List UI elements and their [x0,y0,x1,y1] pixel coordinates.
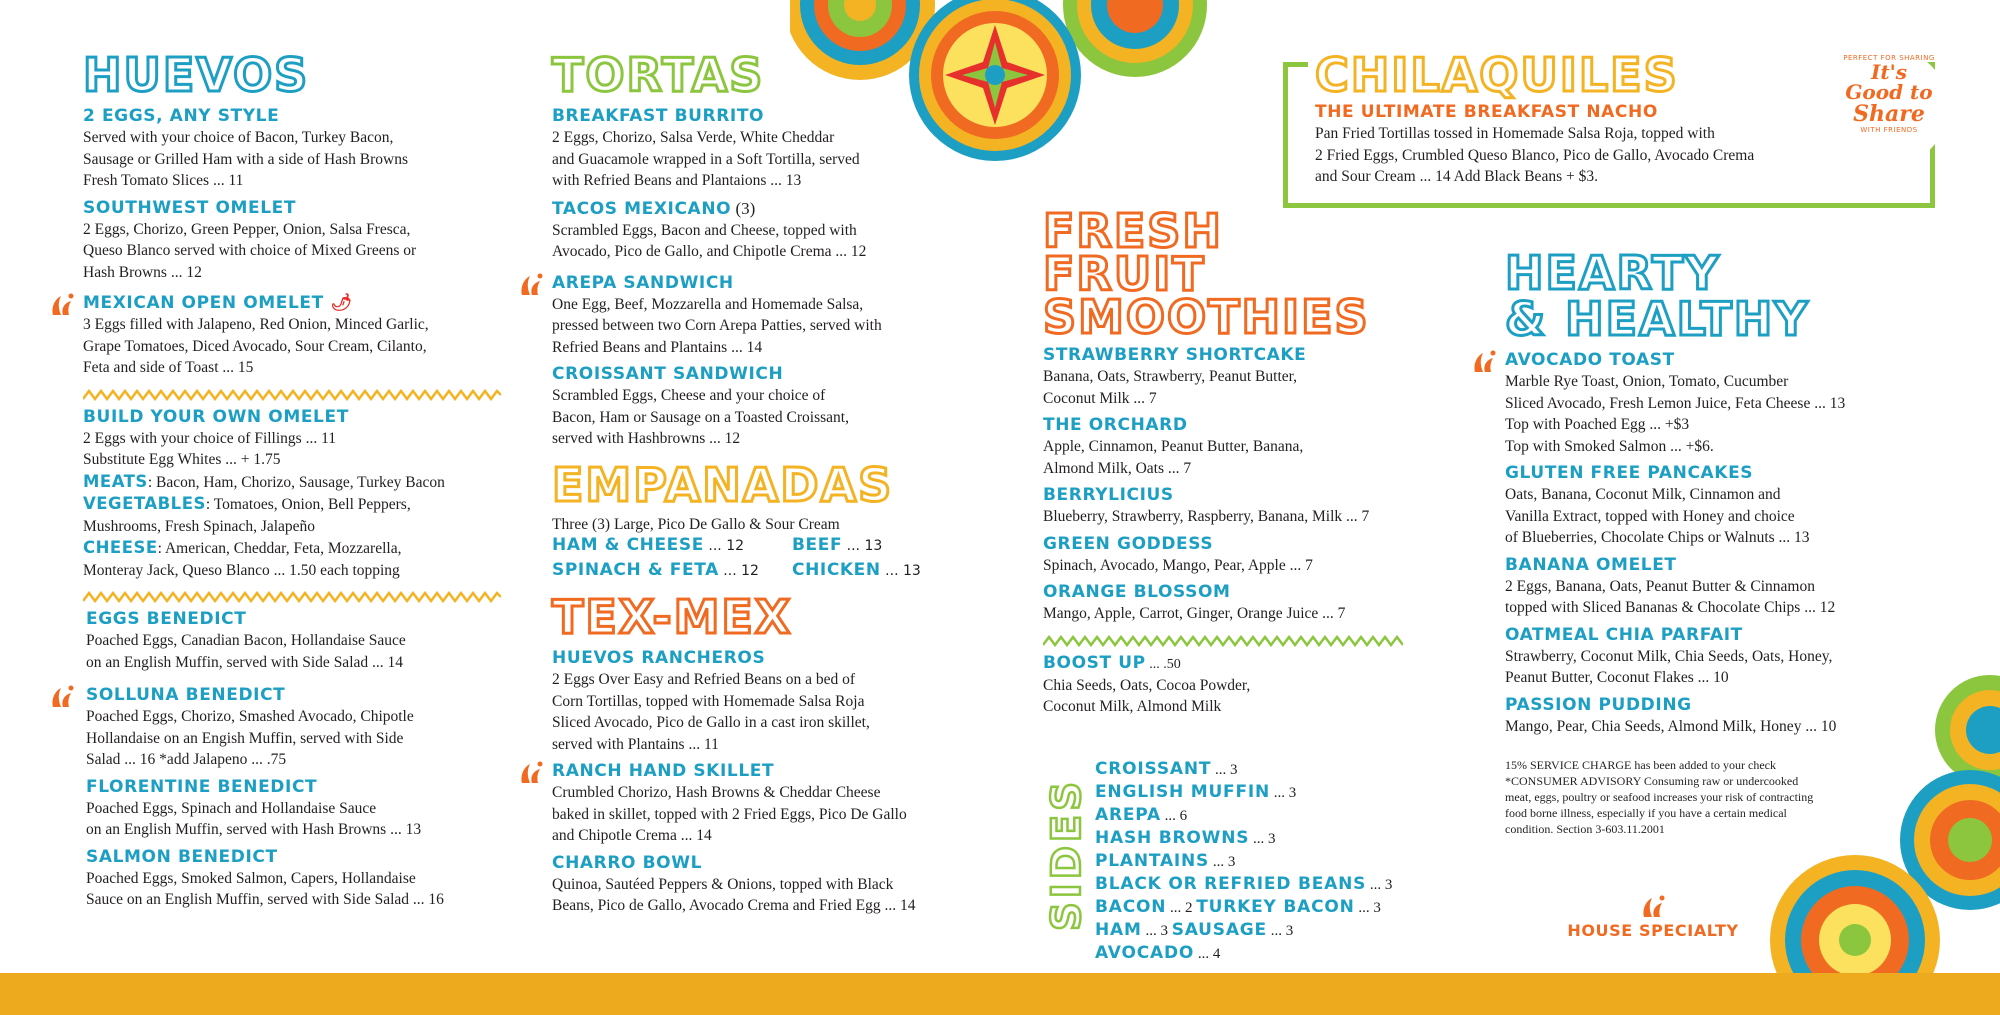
side-name: BACON [1095,897,1167,917]
option-price: ... 13 [842,538,883,554]
item-description: One Egg, Beef, Mozzarella and Homemade Salsa, pressed between two Corn Arepa Patties, served with Refried Beans and Plantains ... 14 [552,295,882,356]
item-name: BANANA OMELET [1505,554,1677,575]
item-name: GREEN GODDESS [1043,533,1214,554]
item-description: Mango, Apple, Carrot, Ginger, Orange Juice ... 7 [1043,605,1346,622]
spicy-pepper-icon: 🌶 [330,293,353,313]
side-price: ... 3 [1209,854,1236,870]
item-description: Quinoa, Sautéed Peppers & Onions, topped with Black Beans, Pico de Gallo, Avocado Crema and Fried Egg ... 14 [552,875,916,914]
item-name [1043,653,1463,675]
smoothie-strawberry-shortcake [1043,345,1463,409]
zigzag-divider [83,389,513,401]
side-price: ... 2 [1166,900,1197,916]
menu-item-oatmeal-chia-parfait [1505,625,1945,689]
chilaquiles-section [1315,48,1875,188]
house-specialty-icon [518,273,544,297]
item-description [83,428,513,582]
side-name: HAM [1095,920,1142,940]
side-item [1095,896,1392,919]
good-to-share-badge [1830,48,1948,166]
item-name: CROISSANT SANDWICH [552,364,784,384]
menu-item-huevos-rancheros [552,648,992,755]
item-name: BREAKFAST BURRITO [552,106,765,126]
tortas-column [552,48,992,917]
item-description: 2 Eggs, Banana, Oats, Peanut Butter & Cinnamon topped with Sliced Bananas & Chocolate Chips ... 12 [1505,577,1836,616]
item-description: Scrambled Eggs, Cheese and your choice of Bacon, Ham or Sausage on a Toasted Croissant, served with Hashbrowns ... 12 [552,387,849,447]
empanadas-options [552,535,992,582]
house-specialty-icon [518,761,544,785]
menu-item-2-eggs [83,106,513,192]
smoothies-title-line-1: FRESH [1043,204,1223,258]
item-name-text: MEXICAN OPEN OMELET [83,293,324,313]
house-specialty-icon [1640,895,1666,919]
side-price: ... 3 [1249,831,1276,847]
option-name: SPINACH & FETA [552,559,719,580]
item-description: Poached Eggs, Chorizo, Smashed Avocado, Chipotle Hollandaise on an Engish Muffin, served with Side Salad ... 16 *add Jalapeno ... .75 [86,708,414,768]
item-name: BUILD YOUR OWN OMELET [83,406,349,427]
zigzag-divider [83,591,513,603]
chilaquiles-title: CHILAQUILES [1315,48,1679,102]
item-name: 2 EGGS, ANY STYLE [83,106,280,126]
hearty-title-line-1: HEARTY [1505,246,1721,300]
item-name [552,198,992,220]
item-description: Poached Eggs, Canadian Bacon, Hollandaise Sauce on an English Muffin, served with Side Salad ... 14 [86,632,406,671]
item-description: 2 Eggs, Chorizo, Salsa Verde, White Cheddar and Guacamole wrapped in a Soft Tortilla, served with Refried Beans and Plantaions ... 13 [552,129,860,189]
badge-top-text: PERFECT FOR SHARING [1843,54,1935,62]
side-price: ... 3 [1354,900,1381,916]
item-name: RANCH HAND SKILLET [552,761,775,781]
empanadas-description: Three (3) Large, Pico De Gallo & Sour Cream [552,515,840,533]
item-name: SOLLUNA BENEDICT [86,685,286,705]
option-name: HAM & CHEESE [552,535,704,555]
smoothie-berrylicius [1043,485,1463,528]
badge-line-1: It's [1871,60,1907,84]
zigzag-divider [1043,635,1463,647]
menu-item-florentine-benedict [83,777,513,841]
side-item [1095,758,1392,781]
menu-item-avocado-toast [1505,350,1945,457]
meats-list: : Bacon, Ham, Chorizo, Sausage, Turkey Bacon [147,473,445,491]
item-description: 2 Eggs Over Easy and Refried Beans on a bed of Corn Tortillas, topped with Homemade Salsa Roja Sliced Avocado, Pico de Gallo in a cast iron skillet, served with Plantains ... 11 [552,671,870,753]
menu-item-salmon-benedict [83,847,513,911]
consumer-advisory-notice: 15% SERVICE CHARGE has been added to your check *CONSUMER ADVISORY Consuming raw or undercooked meat, eggs, poultry or seafood increases your risk of contracting food borne illness, especially if you have a certain medical condition. Section 3-603.11.2001 [1505,758,1814,836]
item-description: 3 Eggs filled with Jalapeno, Red Onion, Minced Garlic, Grape Tomatoes, Diced Avocado, Sour Cream, Cilanto, Feta and side of Toast ... 15 [83,316,429,376]
menu-item-gluten-free-pancakes [1505,463,1945,549]
option-price: ... 13 [880,562,921,579]
item-name: THE ORCHARD [1043,415,1188,435]
item-name: EGGS BENEDICT [86,609,247,629]
item-name: HUEVOS RANCHEROS [552,648,766,668]
empanada-option [552,535,792,558]
smoothie-green-goddess [1043,534,1463,577]
smoothies-title-line-3: SMOOTHIES [1043,290,1370,344]
item-name: CHARRO BOWL [552,852,703,873]
huevos-title: HUEVOS [83,48,310,102]
item-description: Spinach, Avocado, Mango, Pear, Apple ... 7 [1043,556,1313,574]
menu-item-ranch-hand-skillet [552,761,992,847]
side-item [1095,850,1392,873]
item-name-text: TACOS MEXICANO [552,198,732,219]
side-name: SAUSAGE [1171,920,1267,940]
sides-section [1043,758,1443,963]
item-name: BERRYLICIUS [1043,485,1174,505]
side-name: HASH BROWNS [1095,828,1250,848]
item-description: Strawberry, Coconut Milk, Chia Seeds, Oats, Honey, Peanut Butter, Coconut Flakes ... 10 [1505,647,1833,686]
side-name: AVOCADO [1095,943,1195,963]
side-item [1095,919,1392,942]
meats-label: MEATS [83,471,148,491]
smoothie-the-orchard [1043,415,1463,479]
side-name: AREPA [1095,805,1161,825]
side-name: ENGLISH MUFFIN [1095,782,1271,802]
item-name: GLUTEN FREE PANCAKES [1505,463,1754,483]
badge-bottom-text: WITH FRIENDS [1860,126,1918,134]
side-name: BLACK OR REFRIED BEANS [1095,874,1367,894]
smoothies-column [1043,204,1463,718]
house-specialty-icon [49,293,75,317]
option-price: ... 12 [718,562,759,579]
item-description: Banana, Oats, Strawberry, Peanut Butter, Coconut Milk ... 7 [1043,368,1298,407]
item-name: STRAWBERRY SHORTCAKE [1043,345,1307,365]
menu-item-solluna-benedict [83,685,513,771]
item-name: PASSION PUDDING [1505,694,1692,715]
menu-item-banana-omelet [1505,555,1945,619]
menu-item-eggs-benedict [83,609,513,673]
item-description: Apple, Cinnamon, Peanut Butter, Banana, Almond Milk, Oats ... 7 [1043,438,1304,477]
item-description: Crumbled Chorizo, Hash Browns & Cheddar Cheese baked in skillet, topped with 2 Fried Eggs, Pico De Gallo and Chipotle Crema ... 14 [552,784,907,844]
item-description: Scrambled Eggs, Bacon and Cheese, topped with Avocado, Pico de Gallo, and Chipotle Crema ... 12 [552,221,867,260]
side-price: ... 3 [1270,785,1297,801]
item-name-text: BOOST UP [1043,652,1146,673]
menu-item-croissant-sandwich [552,364,992,450]
option-name: CHICKEN [792,559,881,580]
item-description: Chia Seeds, Oats, Cocoa Powder, Coconut Milk, Almond Milk [1043,676,1251,715]
item-price: ... .50 [1145,656,1181,672]
empanada-option [552,560,792,583]
smoothies-title-line-2: FRUIT [1043,247,1206,301]
side-item [1095,804,1392,827]
house-specialty-legend [1553,895,1753,940]
item-description: Served with your choice of Bacon, Turkey Bacon, Sausage or Grilled Ham with a side of Hash Browns Fresh Tomato Slices ... 11 [83,129,409,189]
menu-item-build-omelet [83,407,513,582]
item-name: AVOCADO TOAST [1505,350,1675,370]
build-line-2: Substitute Egg Whites ... + 1.75 [83,451,281,468]
empanada-option [792,560,972,583]
item-description: 2 Eggs, Chorizo, Green Pepper, Onion, Salsa Fresca, Queso Blanco served with choice of Mixed Greens or Hash Browns ... 12 [83,220,417,281]
side-price: ... 3 [1366,877,1393,893]
menu-item-southwest-omelet [83,198,513,284]
item-name: ORANGE BLOSSOM [1043,582,1231,602]
cheese-list-2: Monteray Jack, Queso Blanco ... 1.50 each topping [83,561,400,579]
sides-vertical-title: SIDES [1044,777,1090,931]
house-specialty-icon [49,685,75,709]
item-description: Marble Rye Toast, Onion, Tomato, Cucumber Sliced Avocado, Fresh Lemon Juice, Feta Cheese ... 13 Top with Poached Egg ... +$3 Top with Smoked Salmon ... +$6. [1505,373,1846,455]
menu-item-passion-pudding [1505,695,1945,738]
side-name: TURKEY BACON [1196,897,1355,917]
menu-item-charro-bowl [552,853,992,917]
menu-item-arepa-sandwich [552,273,992,359]
item-description: Blueberry, Strawberry, Raspberry, Banana, Milk ... 7 [1043,508,1370,525]
menu-item-mexican-open-omelet [83,293,513,379]
side-item [1095,827,1392,850]
item-name: SALMON BENEDICT [86,846,278,867]
smoothie-boost-up [1043,653,1463,718]
menu-item-breakfast-burrito [552,106,992,192]
vegetables-list-2: Mushrooms, Fresh Spinach, Jalapeño [83,517,316,535]
box-top-border-left [1283,62,1308,67]
chilaquiles-subtitle: THE ULTIMATE BREAKFAST NACHO [1315,102,1658,122]
option-price: ... 12 [703,538,745,554]
badge-line-3: Share [1853,101,1925,127]
hearty-column [1505,246,1945,837]
item-description: Mango, Pear, Chia Seeds, Almond Milk, Honey ... 10 [1505,717,1837,735]
item-name: FLORENTINE BENEDICT [86,776,318,797]
bottom-color-band [0,973,2000,1015]
item-name: AREPA SANDWICH [552,272,734,293]
huevos-column [83,48,513,911]
side-price: ... 4 [1194,946,1221,962]
item-name [83,293,513,314]
side-item [1095,781,1392,804]
side-price: ... 3 [1266,923,1294,939]
item-description: Poached Eggs, Spinach and Hollandaise Sauce on an English Muffin, served with Hash Browns ... 13 [86,799,422,838]
house-specialty-label: HOUSE SPECIALTY [1567,921,1739,940]
side-item [1095,873,1392,896]
side-name: CROISSANT [1095,759,1212,779]
empanadas-title: EMPANADAS [552,457,894,512]
item-quantity: (3) [731,198,756,218]
side-price: ... 3 [1211,762,1238,778]
badge-line-2: Good to [1845,80,1933,104]
vegetables-list: : Tomatoes, Onion, Bell Peppers, [205,496,411,513]
option-name: BEEF [792,535,843,555]
item-description: Poached Eggs, Smoked Salmon, Capers, Hollandaise Sauce on an English Muffin, served with Side Salad ... 16 [86,869,444,908]
house-specialty-icon [1471,350,1497,374]
side-name: PLANTAINS [1095,851,1210,871]
vegetables-label: VEGETABLES [83,494,206,513]
cheese-list: : American, Cheddar, Feta, Mozzarella, [157,540,402,557]
side-price: ... 3 [1141,923,1172,939]
empanada-option [792,535,972,558]
build-line-1: 2 Eggs with your choice of Fillings ... 11 [83,429,337,447]
tortas-title: TORTAS [552,48,765,102]
item-name: SOUTHWEST OMELET [83,197,297,218]
hearty-title-line-2: & HEALTHY [1505,292,1810,346]
cheese-label: CHEESE [83,538,158,557]
item-name: OATMEAL CHIA PARFAIT [1505,624,1743,645]
sides-list [1095,758,1392,965]
chilaquiles-description: Pan Fried Tortillas tossed in Homemade Salsa Roja, topped with 2 Fried Eggs, Crumbled Queso Blanco, Pico de Gallo, Avocado Crema and Sour Cream ... 14 Add Black Beans + $3. [1315,125,1755,185]
side-item [1095,942,1392,965]
side-price: ... 6 [1160,808,1188,824]
menu-item-tacos-mexicano [552,198,992,263]
item-description: Oats, Banana, Coconut Milk, Cinnamon and Vanilla Extract, topped with Honey and choice of Blueberries, Chocolate Chips or Walnuts ... 13 [1505,486,1810,546]
texmex-title: TEX-MEX [552,590,793,644]
smoothie-orange-blossom [1043,582,1463,625]
